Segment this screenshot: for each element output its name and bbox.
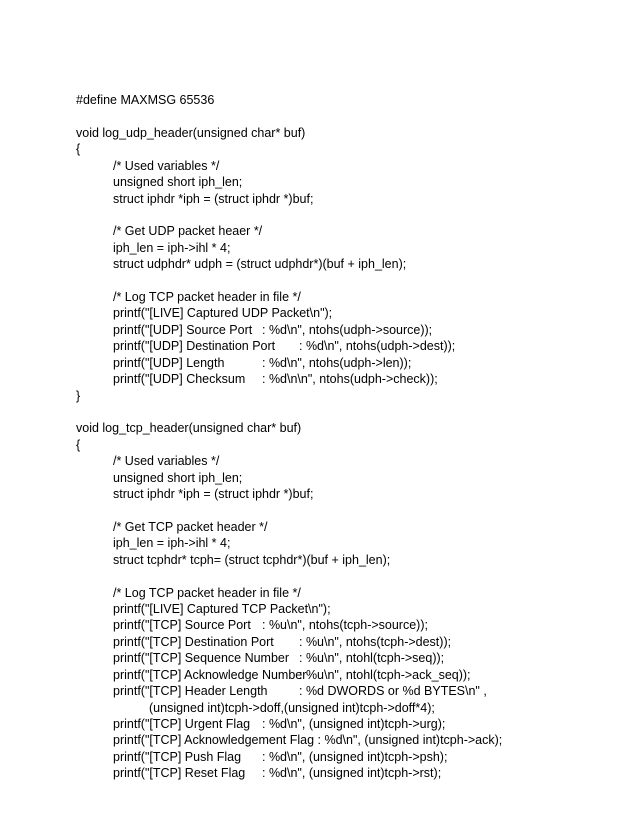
code-format-text: : %u\n", ntohs(tcph->source)); <box>262 618 428 633</box>
code-line <box>113 601 331 617</box>
code-text: printf("[TCP] Push Flag <box>113 749 242 764</box>
code-format-text: : %d\n", (unsigned int)tcph->rst); <box>262 766 442 781</box>
code-format-text: : %d\n", (unsigned int)tcph->urg); <box>262 716 446 731</box>
code-text: void log_udp_header(unsigned char* buf) <box>76 125 306 140</box>
code-line <box>113 634 452 650</box>
code-text: iph_len = iph->ihl * 4; <box>113 536 231 551</box>
code-text: struct iphdr *iph = (struct iphdr *)buf; <box>113 191 314 206</box>
code-line <box>113 749 448 765</box>
code-line <box>113 519 268 535</box>
code-text: /* Get TCP packet header */ <box>113 519 268 534</box>
code-line <box>76 92 214 108</box>
code-line <box>76 141 80 157</box>
code-line <box>113 338 456 354</box>
code-line <box>113 355 412 371</box>
code-format-text: : %u\n", ntohs(tcph->dest)); <box>299 634 452 649</box>
code-text: printf("[TCP] Sequence Number <box>113 651 290 666</box>
code-line <box>113 535 230 551</box>
code-text: #define MAXMSG 65536 <box>76 93 215 107</box>
code-line <box>113 256 406 272</box>
code-line <box>113 552 390 568</box>
code-text: /* Log TCP packet header in file */ <box>113 585 301 600</box>
code-line <box>113 322 433 338</box>
code-text: struct iphdr *iph = (struct iphdr *)buf; <box>113 487 314 502</box>
code-line <box>76 388 80 404</box>
code-line <box>113 470 242 486</box>
code-format-text: : %d\n\n", ntohs(udph->check)); <box>262 372 438 387</box>
code-line <box>113 223 262 239</box>
code-text: /* Log TCP packet header in file */ <box>113 290 301 305</box>
code-line <box>113 617 428 633</box>
code-line <box>76 420 301 436</box>
code-line <box>113 716 446 732</box>
code-line <box>113 191 313 207</box>
code-text: printf("[TCP] Acknowledgement Flag : %d\n", (unsigned int)tcph->ack); <box>113 733 503 748</box>
code-text: { <box>76 437 81 452</box>
code-text: (unsigned int)tcph->doff,(unsigned int)tcph->doff*4); <box>149 700 435 715</box>
code-text: printf("[TCP] Destination Port <box>113 634 274 649</box>
code-line <box>76 437 80 453</box>
code-text: printf("[UDP] Destination Port <box>113 339 276 354</box>
code-text: } <box>76 388 81 403</box>
code-line <box>113 486 313 502</box>
code-format-text: : %d\n", ntohs(udph->dest)); <box>299 339 456 354</box>
code-line <box>113 667 471 683</box>
code-format-text: : %d\n", ntohs(udph->source)); <box>262 322 433 337</box>
code-format-text: : %d\n", (unsigned int)tcph->psh); <box>262 749 448 764</box>
code-line <box>113 158 219 174</box>
code-text: iph_len = iph->ihl * 4; <box>113 240 231 255</box>
code-format-text: : %u\n", ntohl(tcph->seq)); <box>299 651 445 666</box>
code-line <box>113 305 332 321</box>
code-text: /* Get UDP packet heaer */ <box>113 224 263 239</box>
code-line <box>113 683 487 699</box>
code-text: /* Used variables */ <box>113 454 220 469</box>
code-line <box>76 125 305 141</box>
code-format-text: : %u\n", ntohl(tcph->ack_seq)); <box>299 667 471 682</box>
code-text: unsigned short iph_len; <box>113 175 243 190</box>
code-text: void log_tcp_header(unsigned char* buf) <box>76 421 302 436</box>
code-line <box>113 585 301 601</box>
code-text: printf("[TCP] Acknowledge Number <box>113 667 307 682</box>
code-text: printf("[UDP] Source Port <box>113 322 253 337</box>
code-text: printf("[LIVE] Captured UDP Packet\n"); <box>113 306 333 321</box>
code-line <box>113 289 301 305</box>
code-text: printf("[TCP] Urgent Flag <box>113 716 251 731</box>
code-text: /* Used variables */ <box>113 158 220 173</box>
code-format-text: : %d\n", ntohs(udph->len)); <box>262 355 412 370</box>
code-text: printf("[TCP] Reset Flag <box>113 766 246 781</box>
code-line <box>113 765 442 781</box>
code-line <box>113 240 230 256</box>
code-line <box>113 732 502 748</box>
code-text: printf("[TCP] Header Length <box>113 684 268 699</box>
code-line <box>113 650 445 666</box>
code-text: printf("[TCP] Source Port <box>113 618 251 633</box>
code-format-text: : %d DWORDS or %d BYTES\n" , <box>299 684 487 699</box>
code-line <box>113 371 438 387</box>
code-line <box>113 174 242 190</box>
code-text: unsigned short iph_len; <box>113 470 243 485</box>
code-text: { <box>76 142 81 157</box>
code-line <box>113 453 219 469</box>
code-text: struct tcphdr* tcph= (struct tcphdr*)(buf + iph_len); <box>113 552 391 567</box>
code-text: printf("[UDP] Length <box>113 355 225 370</box>
code-text: printf("[UDP] Checksum <box>113 372 246 387</box>
code-line <box>149 700 435 716</box>
code-text: printf("[LIVE] Captured TCP Packet\n"); <box>113 602 331 617</box>
code-text: struct udphdr* udph = (struct udphdr*)(buf + iph_len); <box>113 257 407 272</box>
